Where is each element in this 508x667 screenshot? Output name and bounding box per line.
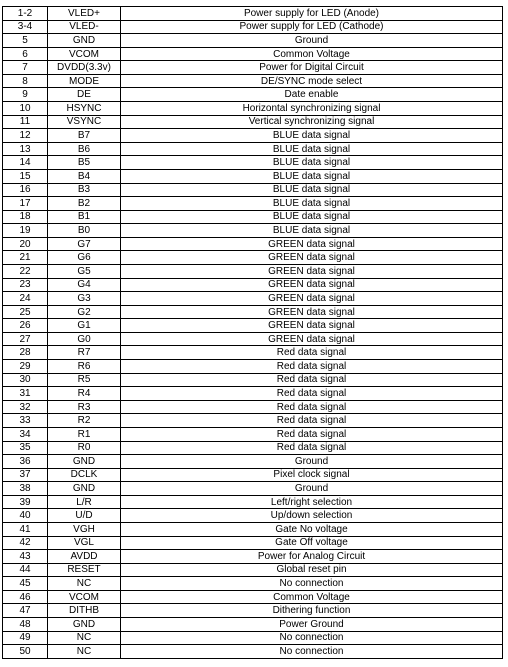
pin-symbol-cell: GND xyxy=(48,618,121,632)
pin-symbol-cell: R3 xyxy=(48,400,121,414)
table-row xyxy=(3,305,503,319)
table-row xyxy=(3,482,503,496)
table-row xyxy=(3,319,503,333)
pin-number-cell: 20 xyxy=(3,237,48,251)
table-row xyxy=(3,224,503,238)
table-row xyxy=(3,251,503,265)
pin-description-cell: GREEN data signal xyxy=(121,332,503,346)
pin-description-cell: GREEN data signal xyxy=(121,292,503,306)
pin-symbol-cell: GND xyxy=(48,482,121,496)
table-row xyxy=(3,197,503,211)
pin-symbol-cell: R6 xyxy=(48,360,121,374)
pin-description-cell: Power for Analog Circuit xyxy=(121,550,503,564)
table-row xyxy=(3,590,503,604)
pin-number-cell: 48 xyxy=(3,618,48,632)
table-row xyxy=(3,210,503,224)
pin-description-cell: BLUE data signal xyxy=(121,197,503,211)
table-row xyxy=(3,373,503,387)
pin-symbol-cell: R7 xyxy=(48,346,121,360)
pin-number-cell: 28 xyxy=(3,346,48,360)
pin-description-cell: BLUE data signal xyxy=(121,169,503,183)
pin-symbol-cell: R1 xyxy=(48,427,121,441)
pin-description-cell: GREEN data signal xyxy=(121,264,503,278)
pin-number-cell: 5 xyxy=(3,34,48,48)
pin-description-cell: Power supply for LED (Cathode) xyxy=(121,20,503,34)
pin-description-cell: Up/down selection xyxy=(121,509,503,523)
table-row xyxy=(3,183,503,197)
pin-number-cell: 11 xyxy=(3,115,48,129)
pin-number-cell: 3-4 xyxy=(3,20,48,34)
table-row xyxy=(3,278,503,292)
pin-description-cell: Ground xyxy=(121,455,503,469)
pin-symbol-cell: VCOM xyxy=(48,47,121,61)
pin-description-cell: No connection xyxy=(121,631,503,645)
pin-symbol-cell: R5 xyxy=(48,373,121,387)
pin-number-cell: 27 xyxy=(3,332,48,346)
pin-symbol-cell: G0 xyxy=(48,332,121,346)
pin-number-cell: 26 xyxy=(3,319,48,333)
pin-number-cell: 19 xyxy=(3,224,48,238)
pin-number-cell: 39 xyxy=(3,495,48,509)
table-row xyxy=(3,536,503,550)
table-row xyxy=(3,142,503,156)
pin-symbol-cell: VSYNC xyxy=(48,115,121,129)
pin-symbol-cell: NC xyxy=(48,631,121,645)
table-row xyxy=(3,618,503,632)
table-row xyxy=(3,468,503,482)
pin-symbol-cell: R2 xyxy=(48,414,121,428)
pin-number-cell: 35 xyxy=(3,441,48,455)
pin-description-cell: Red data signal xyxy=(121,387,503,401)
pin-number-cell: 1-2 xyxy=(3,7,48,21)
pin-description-cell: Red data signal xyxy=(121,441,503,455)
pin-description-cell: Ground xyxy=(121,482,503,496)
pin-description-cell: Date enable xyxy=(121,88,503,102)
pin-symbol-cell: G1 xyxy=(48,319,121,333)
pin-symbol-cell: HSYNC xyxy=(48,102,121,116)
pin-number-cell: 41 xyxy=(3,522,48,536)
pin-description-cell: GREEN data signal xyxy=(121,278,503,292)
table-row xyxy=(3,400,503,414)
pin-description-cell: GREEN data signal xyxy=(121,237,503,251)
table-row xyxy=(3,577,503,591)
pin-number-cell: 18 xyxy=(3,210,48,224)
table-row xyxy=(3,427,503,441)
pin-symbol-cell: NC xyxy=(48,645,121,659)
pin-number-cell: 44 xyxy=(3,563,48,577)
pin-symbol-cell: R4 xyxy=(48,387,121,401)
table-row xyxy=(3,441,503,455)
table-row xyxy=(3,156,503,170)
pin-symbol-cell: B2 xyxy=(48,197,121,211)
pin-number-cell: 45 xyxy=(3,577,48,591)
pin-description-cell: Red data signal xyxy=(121,360,503,374)
pin-number-cell: 40 xyxy=(3,509,48,523)
table-row xyxy=(3,61,503,75)
pin-description-cell: Red data signal xyxy=(121,414,503,428)
pin-symbol-cell: G5 xyxy=(48,264,121,278)
pin-symbol-cell: RESET xyxy=(48,563,121,577)
pin-number-cell: 47 xyxy=(3,604,48,618)
pin-description-cell: Dithering function xyxy=(121,604,503,618)
pin-description-cell: Gate No voltage xyxy=(121,522,503,536)
pin-table-body xyxy=(3,7,503,659)
pin-assignment-table xyxy=(2,6,503,659)
pin-description-cell: Red data signal xyxy=(121,346,503,360)
table-row xyxy=(3,495,503,509)
pin-symbol-cell: VLED- xyxy=(48,20,121,34)
table-row xyxy=(3,34,503,48)
pin-description-cell: Global reset pin xyxy=(121,563,503,577)
pin-description-cell: GREEN data signal xyxy=(121,251,503,265)
pin-number-cell: 46 xyxy=(3,590,48,604)
table-row xyxy=(3,645,503,659)
pin-number-cell: 14 xyxy=(3,156,48,170)
table-row xyxy=(3,169,503,183)
table-row xyxy=(3,550,503,564)
pin-symbol-cell: VLED+ xyxy=(48,7,121,21)
pin-description-cell: GREEN data signal xyxy=(121,319,503,333)
pin-number-cell: 33 xyxy=(3,414,48,428)
pin-symbol-cell: G4 xyxy=(48,278,121,292)
table-row xyxy=(3,237,503,251)
pin-symbol-cell: VGL xyxy=(48,536,121,550)
pin-description-cell: GREEN data signal xyxy=(121,305,503,319)
table-row xyxy=(3,455,503,469)
pin-symbol-cell: B7 xyxy=(48,129,121,143)
pin-symbol-cell: AVDD xyxy=(48,550,121,564)
pin-description-cell: Gate Off voltage xyxy=(121,536,503,550)
table-row xyxy=(3,47,503,61)
pin-description-cell: Ground xyxy=(121,34,503,48)
pin-symbol-cell: VGH xyxy=(48,522,121,536)
pin-symbol-cell: G6 xyxy=(48,251,121,265)
table-row xyxy=(3,115,503,129)
pin-symbol-cell: R0 xyxy=(48,441,121,455)
pin-number-cell: 23 xyxy=(3,278,48,292)
pin-description-cell: Red data signal xyxy=(121,373,503,387)
pin-number-cell: 50 xyxy=(3,645,48,659)
pin-number-cell: 32 xyxy=(3,400,48,414)
pin-number-cell: 24 xyxy=(3,292,48,306)
pin-description-cell: BLUE data signal xyxy=(121,183,503,197)
pin-description-cell: Left/right selection xyxy=(121,495,503,509)
pin-number-cell: 13 xyxy=(3,142,48,156)
table-row xyxy=(3,604,503,618)
table-row xyxy=(3,563,503,577)
pin-number-cell: 12 xyxy=(3,129,48,143)
table-row xyxy=(3,20,503,34)
pin-description-cell: BLUE data signal xyxy=(121,156,503,170)
pin-number-cell: 30 xyxy=(3,373,48,387)
table-row xyxy=(3,264,503,278)
pin-symbol-cell: L/R xyxy=(48,495,121,509)
pin-description-cell: BLUE data signal xyxy=(121,129,503,143)
pin-number-cell: 37 xyxy=(3,468,48,482)
table-row xyxy=(3,332,503,346)
pin-symbol-cell: B6 xyxy=(48,142,121,156)
pin-number-cell: 9 xyxy=(3,88,48,102)
pin-symbol-cell: VCOM xyxy=(48,590,121,604)
pin-number-cell: 36 xyxy=(3,455,48,469)
pin-description-cell: BLUE data signal xyxy=(121,142,503,156)
pin-symbol-cell: MODE xyxy=(48,74,121,88)
pin-description-cell: BLUE data signal xyxy=(121,210,503,224)
table-row xyxy=(3,292,503,306)
table-row xyxy=(3,102,503,116)
table-row xyxy=(3,631,503,645)
pin-description-cell: BLUE data signal xyxy=(121,224,503,238)
pin-symbol-cell: B4 xyxy=(48,169,121,183)
pin-symbol-cell: DVDD(3.3v) xyxy=(48,61,121,75)
pin-number-cell: 15 xyxy=(3,169,48,183)
pin-description-cell: No connection xyxy=(121,577,503,591)
pin-symbol-cell: B1 xyxy=(48,210,121,224)
pin-number-cell: 16 xyxy=(3,183,48,197)
pin-number-cell: 17 xyxy=(3,197,48,211)
pin-description-cell: Red data signal xyxy=(121,400,503,414)
pin-symbol-cell: G2 xyxy=(48,305,121,319)
pin-number-cell: 31 xyxy=(3,387,48,401)
pin-number-cell: 7 xyxy=(3,61,48,75)
table-row xyxy=(3,74,503,88)
table-row xyxy=(3,346,503,360)
pin-symbol-cell: DITHB xyxy=(48,604,121,618)
pin-description-cell: Power for Digital Circuit xyxy=(121,61,503,75)
pin-symbol-cell: GND xyxy=(48,455,121,469)
table-row xyxy=(3,414,503,428)
pin-symbol-cell: B0 xyxy=(48,224,121,238)
table-row xyxy=(3,522,503,536)
pin-number-cell: 42 xyxy=(3,536,48,550)
table-row xyxy=(3,7,503,21)
pin-description-cell: Vertical synchronizing signal xyxy=(121,115,503,129)
pin-description-cell: Power Ground xyxy=(121,618,503,632)
pin-symbol-cell: B3 xyxy=(48,183,121,197)
pin-description-cell: Red data signal xyxy=(121,427,503,441)
pin-description-cell: Power supply for LED (Anode) xyxy=(121,7,503,21)
pin-description-cell: DE/SYNC mode select xyxy=(121,74,503,88)
table-row xyxy=(3,129,503,143)
pin-number-cell: 10 xyxy=(3,102,48,116)
table-row xyxy=(3,387,503,401)
pin-description-cell: Common Voltage xyxy=(121,590,503,604)
pin-number-cell: 25 xyxy=(3,305,48,319)
pin-number-cell: 43 xyxy=(3,550,48,564)
pin-number-cell: 21 xyxy=(3,251,48,265)
pin-number-cell: 22 xyxy=(3,264,48,278)
pin-symbol-cell: U/D xyxy=(48,509,121,523)
pin-symbol-cell: G7 xyxy=(48,237,121,251)
pin-symbol-cell: NC xyxy=(48,577,121,591)
pin-number-cell: 29 xyxy=(3,360,48,374)
table-row xyxy=(3,88,503,102)
pin-symbol-cell: G3 xyxy=(48,292,121,306)
table-row xyxy=(3,509,503,523)
pin-symbol-cell: DE xyxy=(48,88,121,102)
pin-description-cell: Horizontal synchronizing signal xyxy=(121,102,503,116)
pin-description-cell: No connection xyxy=(121,645,503,659)
pin-symbol-cell: DCLK xyxy=(48,468,121,482)
pin-description-cell: Common Voltage xyxy=(121,47,503,61)
table-row xyxy=(3,360,503,374)
pin-number-cell: 34 xyxy=(3,427,48,441)
pin-symbol-cell: GND xyxy=(48,34,121,48)
pin-description-cell: Pixel clock signal xyxy=(121,468,503,482)
pin-number-cell: 8 xyxy=(3,74,48,88)
pin-number-cell: 6 xyxy=(3,47,48,61)
pin-symbol-cell: B5 xyxy=(48,156,121,170)
pin-number-cell: 38 xyxy=(3,482,48,496)
pin-number-cell: 49 xyxy=(3,631,48,645)
